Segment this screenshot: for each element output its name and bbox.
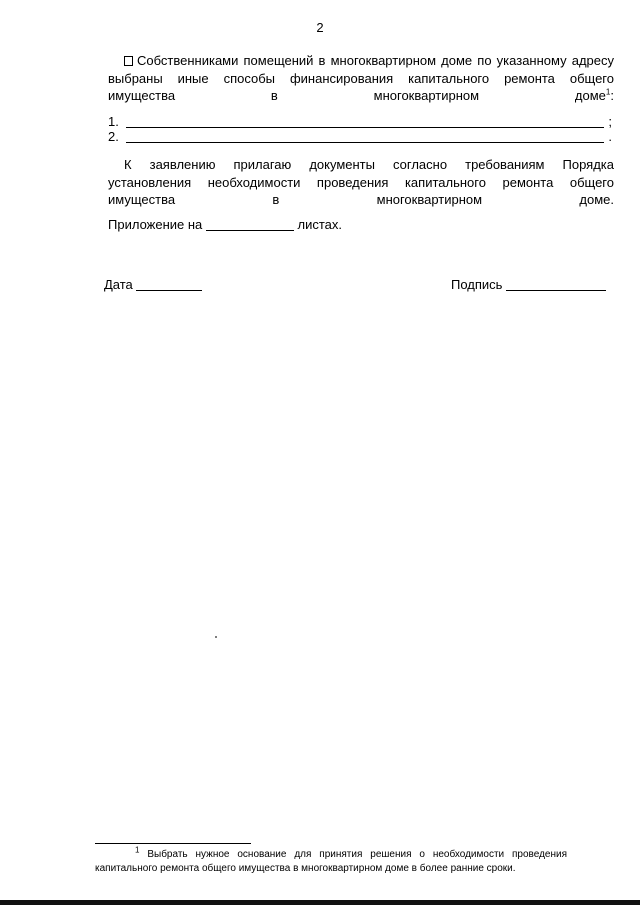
blank-list-item-2[interactable] bbox=[108, 128, 612, 146]
funding-option-paragraph bbox=[108, 52, 614, 105]
date-field bbox=[104, 276, 202, 294]
signature-blank[interactable] bbox=[506, 277, 606, 291]
attachment-statement: К заявлению прилагаю документы согласно требованиям Порядка установления необходимости проведения капитального ремонта общего имущества в многоквартирном доме. bbox=[108, 157, 614, 207]
footnote-line-2: капитального ремонта общего имущества в многоквартирном доме в более ранние сроки. bbox=[95, 863, 516, 874]
date-blank[interactable] bbox=[136, 277, 202, 291]
list-item-punctuation: ; bbox=[608, 114, 612, 129]
appendix-line bbox=[108, 216, 342, 234]
footnote bbox=[95, 845, 567, 876]
signature-label: Подпись bbox=[451, 277, 503, 292]
list-item-number: 2. bbox=[108, 129, 119, 144]
scan-bottom-edge bbox=[0, 900, 640, 905]
list-item-number: 1. bbox=[108, 114, 119, 129]
sheet-count-blank[interactable] bbox=[206, 217, 294, 231]
appendix-suffix: листах. bbox=[297, 217, 343, 232]
scan-speck bbox=[215, 636, 217, 638]
funding-option-text: Собственниками помещений в многоквартирном доме по указанному адресу выбраны иные способы финансирования капитального ремонта общего имущества в многоквартирном доме bbox=[108, 53, 614, 103]
footnote-ref: 1 bbox=[605, 87, 611, 97]
fill-in-line bbox=[126, 142, 604, 143]
footnote-text-1: Выбрать нужное основание для принятия решения о необходимости проведения bbox=[147, 849, 567, 860]
footnote-separator bbox=[95, 843, 251, 844]
list-item-punctuation: . bbox=[608, 129, 612, 144]
signature-field bbox=[451, 276, 606, 294]
empty-checkbox-icon[interactable] bbox=[124, 56, 133, 66]
date-label: Дата bbox=[104, 277, 133, 292]
funding-option-colon: : bbox=[610, 88, 614, 103]
appendix-prefix: Приложение на bbox=[108, 217, 203, 232]
footnote-marker: 1 bbox=[135, 845, 140, 855]
footnote-line-1 bbox=[95, 845, 567, 862]
page-number: 2 bbox=[316, 20, 324, 35]
